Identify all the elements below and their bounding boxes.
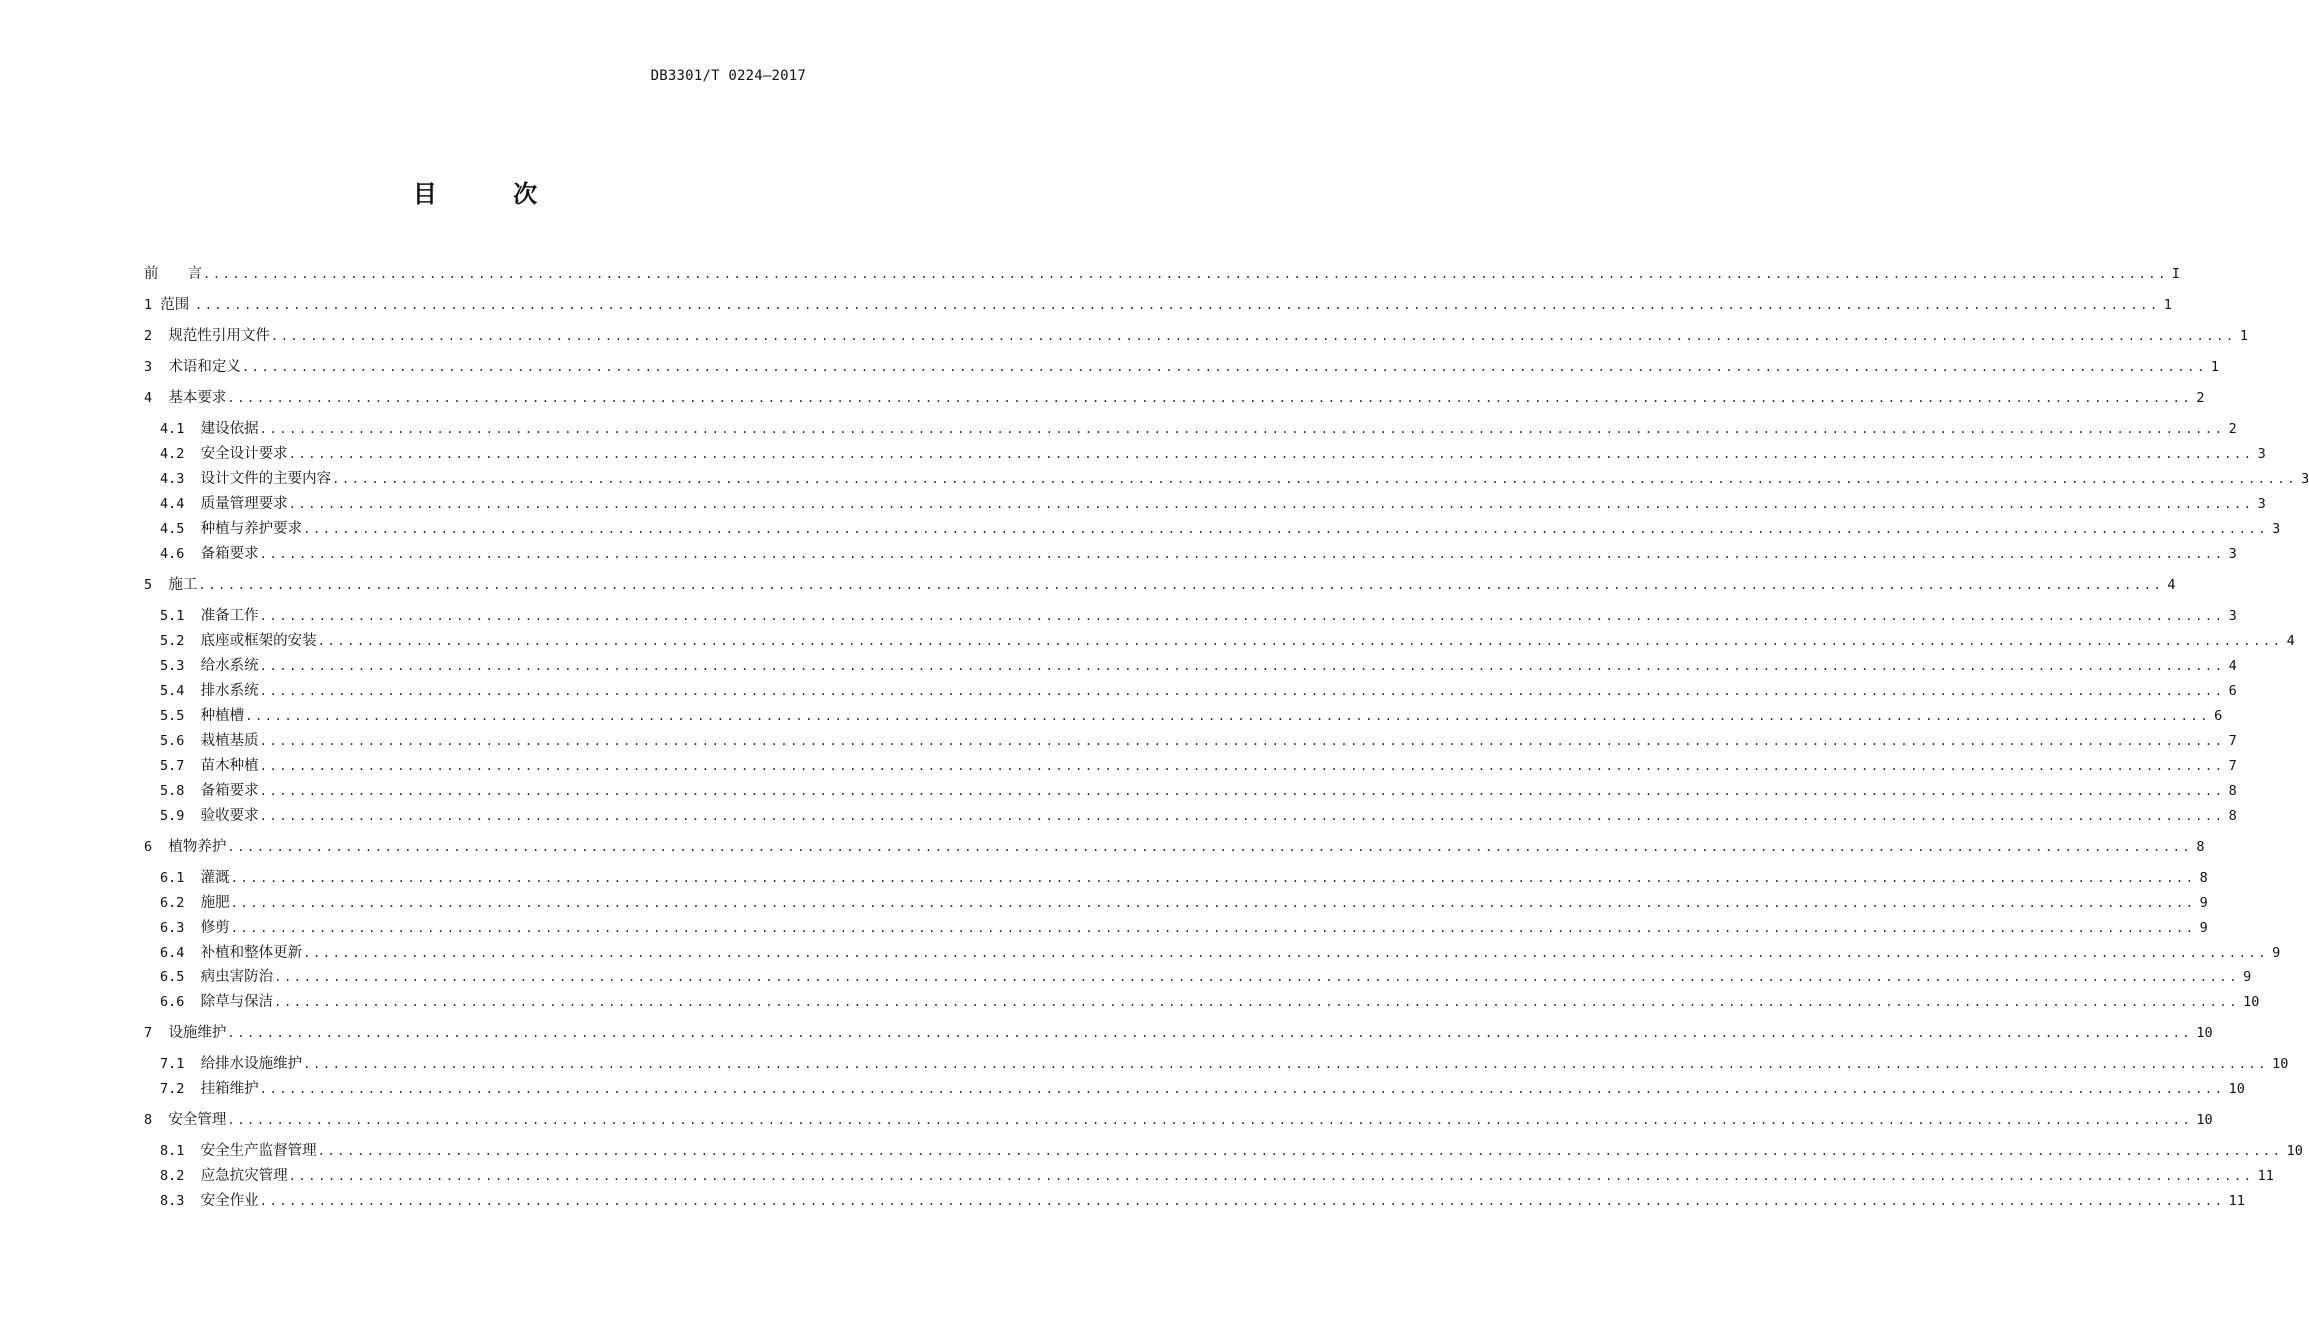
toc-entry-number: 6.4: [160, 945, 201, 961]
toc-entry-page: 1: [2210, 359, 2219, 375]
toc-entry[interactable]: [144, 294, 2172, 316]
toc-entry-title: 质量管理要求: [200, 496, 288, 512]
toc-entry-title: 安全设计要求: [200, 446, 288, 462]
toc-entry-title: 苗木种植: [200, 758, 259, 774]
dot-leader: ........................................................................................................................................................................................................: [259, 609, 2225, 623]
toc-entry-number: 4.1: [160, 421, 201, 437]
toc-entry-number: 5.3: [160, 658, 201, 674]
toc-entry-title: 验收要求: [200, 808, 259, 824]
toc-entry[interactable]: [160, 1165, 2274, 1187]
toc-entry-title: 底座或框架的安装: [200, 633, 317, 649]
toc-entry-title: 前 言: [144, 266, 202, 282]
dot-leader: ........................................................................................................................................................................................................: [317, 1144, 2283, 1158]
toc-entry[interactable]: [160, 867, 2208, 889]
toc-entry-title: 基本要求: [168, 390, 227, 406]
toc-entry-page: 7: [2228, 758, 2237, 774]
dot-leader: ........................................................................................................................................................................................................: [259, 784, 2225, 798]
toc-entry-page: 9: [2199, 895, 2208, 911]
toc-entry-number: 4: [144, 390, 169, 406]
toc-entry-number: 5.8: [160, 783, 201, 799]
toc-entry[interactable]: [144, 356, 2219, 378]
toc-entry[interactable]: [144, 836, 2205, 858]
dot-leader: ........................................................................................................................................................................................................: [259, 547, 2225, 561]
toc-entry-page: 9: [2199, 920, 2208, 936]
toc-entry[interactable]: [160, 730, 2237, 752]
toc-entry-page: 9: [2272, 945, 2281, 961]
toc-entry-number: 4.5: [160, 521, 201, 537]
toc-entry-page: 3: [2257, 496, 2266, 512]
toc-entry-title: 应急抗灾管理: [200, 1168, 288, 1184]
toc-entry-page: 3: [2228, 608, 2237, 624]
toc-entry[interactable]: [160, 942, 2281, 964]
toc-entry-page: 8: [2228, 783, 2237, 799]
toc-entry-title: 备箱要求: [200, 783, 259, 799]
dot-leader: ........................................................................................................................................................................................................: [259, 684, 2225, 698]
toc-entry[interactable]: [160, 705, 2223, 727]
toc-entry-number: 5.4: [160, 683, 201, 699]
dot-leader: ........................................................................................................................................................................................................: [241, 360, 2207, 374]
toc-entry-number: 6.5: [160, 969, 201, 985]
toc-entry-page: 8: [2196, 839, 2205, 855]
toc-entry[interactable]: [160, 605, 2237, 627]
toc-entry[interactable]: [160, 468, 2309, 490]
dot-leader: ........................................................................................................................................................................................................: [259, 809, 2225, 823]
toc-entry[interactable]: [160, 755, 2237, 777]
toc-entry-page: 3: [2272, 521, 2281, 537]
toc-entry-number: 6.3: [160, 920, 201, 936]
toc-entry-number: 8.1: [160, 1143, 201, 1159]
toc-entry-number: 6.2: [160, 895, 201, 911]
toc-entry-page: 1: [2239, 328, 2248, 344]
toc-entry-number: 6: [144, 839, 169, 855]
toc-entry-page: 10: [2228, 1081, 2245, 1097]
dot-leader: ........................................................................................................................................................................................................: [288, 447, 2254, 461]
toc-entry-title: 栽植基质: [200, 733, 259, 749]
dot-leader: ........................................................................................................................................................................................................: [198, 578, 2164, 592]
toc-entry-title: 准备工作: [200, 608, 259, 624]
dot-leader: ........................................................................................................................................................................................................: [288, 497, 2254, 511]
toc-entry-page: 3: [2228, 546, 2237, 562]
dot-leader: ........................................................................................................................................................................................................: [259, 734, 2225, 748]
dot-leader: ........................................................................................................................................................................................................: [227, 1026, 2193, 1040]
toc-entry-page: 8: [2199, 870, 2208, 886]
dot-leader: ........................................................................................................................................................................................................: [230, 921, 2196, 935]
toc-entry-number: 5: [144, 577, 169, 593]
toc-entry-title: 安全管理: [168, 1112, 227, 1128]
toc-entry[interactable]: [144, 1022, 2213, 1044]
toc-entry[interactable]: [160, 543, 2237, 565]
toc-entry-title: 安全作业: [200, 1193, 259, 1209]
toc-entry-title: 灌溉: [200, 870, 230, 886]
toc-entry[interactable]: [144, 1109, 2213, 1131]
toc-entry-title: 补植和整体更新: [200, 945, 303, 961]
toc-entry-number: 8: [144, 1112, 169, 1128]
dot-leader: ........................................................................................................................................................................................................: [303, 522, 2269, 536]
toc-entry[interactable]: [160, 780, 2237, 802]
toc-entry-title: 安全生产监督管理: [200, 1143, 317, 1159]
toc-entry-page: 1: [2163, 297, 2172, 313]
toc-entry-page: 11: [2228, 1193, 2245, 1209]
toc-entry-number: 5.9: [160, 808, 201, 824]
toc-entry-title: 施肥: [200, 895, 230, 911]
toc-entry-number: 4.3: [160, 471, 201, 487]
toc-entry-number: 7.1: [160, 1056, 201, 1072]
toc-entry[interactable]: [160, 630, 2295, 652]
toc-entry-page: 2: [2196, 390, 2205, 406]
toc-entry[interactable]: [160, 805, 2237, 827]
toc-entry[interactable]: [160, 1140, 2303, 1162]
dot-leader: ........................................................................................................................................................................................................: [274, 995, 2240, 1009]
dot-leader: ........................................................................................................................................................................................................: [259, 422, 2225, 436]
toc-entry-title: 挂箱维护: [200, 1081, 259, 1097]
dot-leader: ........................................................................................................................................................................................................: [288, 1169, 2254, 1183]
dot-leader: ........................................................................................................................................................................................................: [227, 391, 2193, 405]
dot-leader: ........................................................................................................................................................................................................: [274, 970, 2240, 984]
dot-leader: ........................................................................................................................................................................................................: [332, 472, 2298, 486]
dot-leader: ........................................................................................................................................................................................................: [259, 1194, 2225, 1208]
toc-entry-number: 5.6: [160, 733, 201, 749]
toc-entry-title: 排水系统: [200, 683, 259, 699]
dot-leader: ........................................................................................................................................................................................................: [194, 298, 2160, 312]
toc-entry-title: 给排水设施维护: [200, 1056, 303, 1072]
dot-leader: ........................................................................................................................................................................................................: [230, 896, 2196, 910]
toc-entry[interactable]: [144, 325, 2248, 347]
dot-leader: ........................................................................................................................................................................................................: [227, 840, 2193, 854]
toc-entry[interactable]: [160, 1190, 2245, 1212]
dot-leader: ........................................................................................................................................................................................................: [303, 946, 2269, 960]
toc-entry-number: 1: [144, 297, 161, 313]
toc-entry-number: 5.7: [160, 758, 201, 774]
toc-entry-title: 建设依据: [200, 421, 259, 437]
toc-entry[interactable]: [144, 574, 2176, 596]
toc-entry-page: 3: [2301, 471, 2309, 487]
toc-entry-title: 术语和定义: [168, 359, 241, 375]
toc-entry-title: 种植与养护要求: [200, 521, 303, 537]
toc-entry[interactable]: [160, 892, 2208, 914]
toc-entry-title: 备箱要求: [200, 546, 259, 562]
toc-entry[interactable]: [160, 917, 2208, 939]
toc-entry-page: 10: [2196, 1112, 2213, 1128]
toc-entry-title: 植物养护: [168, 839, 227, 855]
dot-leader: ........................................................................................................................................................................................................: [259, 759, 2225, 773]
toc-entry-number: 7.2: [160, 1081, 201, 1097]
toc-entry[interactable]: [144, 387, 2205, 409]
toc-entry-title: 范围: [160, 297, 194, 313]
toc-entry-title: 病虫害防治: [200, 969, 274, 985]
toc-entry-page: 9: [2243, 969, 2252, 985]
document-code: DB3301/T 0224—2017: [650, 68, 806, 84]
toc-entry-page: I: [2171, 266, 2181, 282]
toc-entry-title: 修剪: [200, 920, 230, 936]
dot-leader: ........................................................................................................................................................................................................: [245, 709, 2211, 723]
dot-leader: ........................................................................................................................................................................................................: [303, 1057, 2269, 1071]
toc-entry-page: 10: [2272, 1056, 2289, 1072]
toc-entry-number: 3: [144, 359, 169, 375]
toc-entry-title: 除草与保洁: [200, 994, 274, 1010]
toc-entry-page: 8: [2228, 808, 2237, 824]
toc-entry[interactable]: [160, 418, 2237, 440]
toc-entry-number: 6.6: [160, 994, 201, 1010]
toc-entry-page: 4: [2228, 658, 2237, 674]
dot-leader: ........................................................................................................................................................................................................: [227, 1113, 2193, 1127]
toc-entry[interactable]: [160, 991, 2260, 1013]
dot-leader: ........................................................................................................................................................................................................: [203, 267, 2168, 281]
toc-entry-number: 8.3: [160, 1193, 201, 1209]
dot-leader: ........................................................................................................................................................................................................: [270, 329, 2236, 343]
toc-entry-number: 7: [144, 1025, 169, 1041]
toc-entry[interactable]: [160, 493, 2266, 515]
toc-entry-title: 规范性引用文件: [168, 328, 270, 344]
toc-entry[interactable]: [160, 1053, 2289, 1075]
toc-entry-title: 给水系统: [200, 658, 259, 674]
toc-entry-title: 设施维护: [168, 1025, 227, 1041]
toc-entry[interactable]: [144, 263, 2181, 285]
toc-entry-page: 10: [2286, 1143, 2303, 1159]
page-title: 目 次: [412, 180, 572, 208]
dot-leader: ........................................................................................................................................................................................................: [230, 871, 2196, 885]
toc-entry[interactable]: [160, 443, 2266, 465]
dot-leader: ........................................................................................................................................................................................................: [259, 659, 2225, 673]
toc-entry-page: 10: [2243, 994, 2260, 1010]
toc-entry-number: 5.5: [160, 708, 201, 724]
dot-leader: ........................................................................................................................................................................................................: [259, 1082, 2225, 1096]
toc-entry-page: 4: [2167, 577, 2176, 593]
toc-entry-page: 10: [2196, 1025, 2213, 1041]
dot-leader: ........................................................................................................................................................................................................: [317, 634, 2283, 648]
toc-entry[interactable]: [160, 655, 2237, 677]
toc-entry[interactable]: [160, 518, 2281, 540]
toc-entry-page: 6: [2228, 683, 2237, 699]
toc-entry-title: 设计文件的主要内容: [200, 471, 332, 487]
toc-entry[interactable]: [160, 1078, 2245, 1100]
toc-entry-page: 3: [2257, 446, 2266, 462]
toc-entry-number: 8.2: [160, 1168, 201, 1184]
toc-entry-number: 4.4: [160, 496, 201, 512]
toc-entry-number: 4.6: [160, 546, 201, 562]
toc-entry-number: 5.1: [160, 608, 201, 624]
toc-entry-page: 11: [2257, 1168, 2274, 1184]
toc-entry-page: 6: [2214, 708, 2223, 724]
toc-entry-title: 种植槽: [200, 708, 245, 724]
toc-entry-number: 5.2: [160, 633, 201, 649]
toc-entry-number: 2: [144, 328, 169, 344]
toc-entry-page: 2: [2228, 421, 2237, 437]
toc-entry-title: 施工: [168, 577, 198, 593]
toc-entry-page: 4: [2286, 633, 2295, 649]
toc-entry-number: 6.1: [160, 870, 201, 886]
toc-entry-number: 4.2: [160, 446, 201, 462]
toc-entry[interactable]: [160, 680, 2237, 702]
toc-entry[interactable]: [160, 966, 2252, 988]
toc-entry-page: 7: [2228, 733, 2237, 749]
